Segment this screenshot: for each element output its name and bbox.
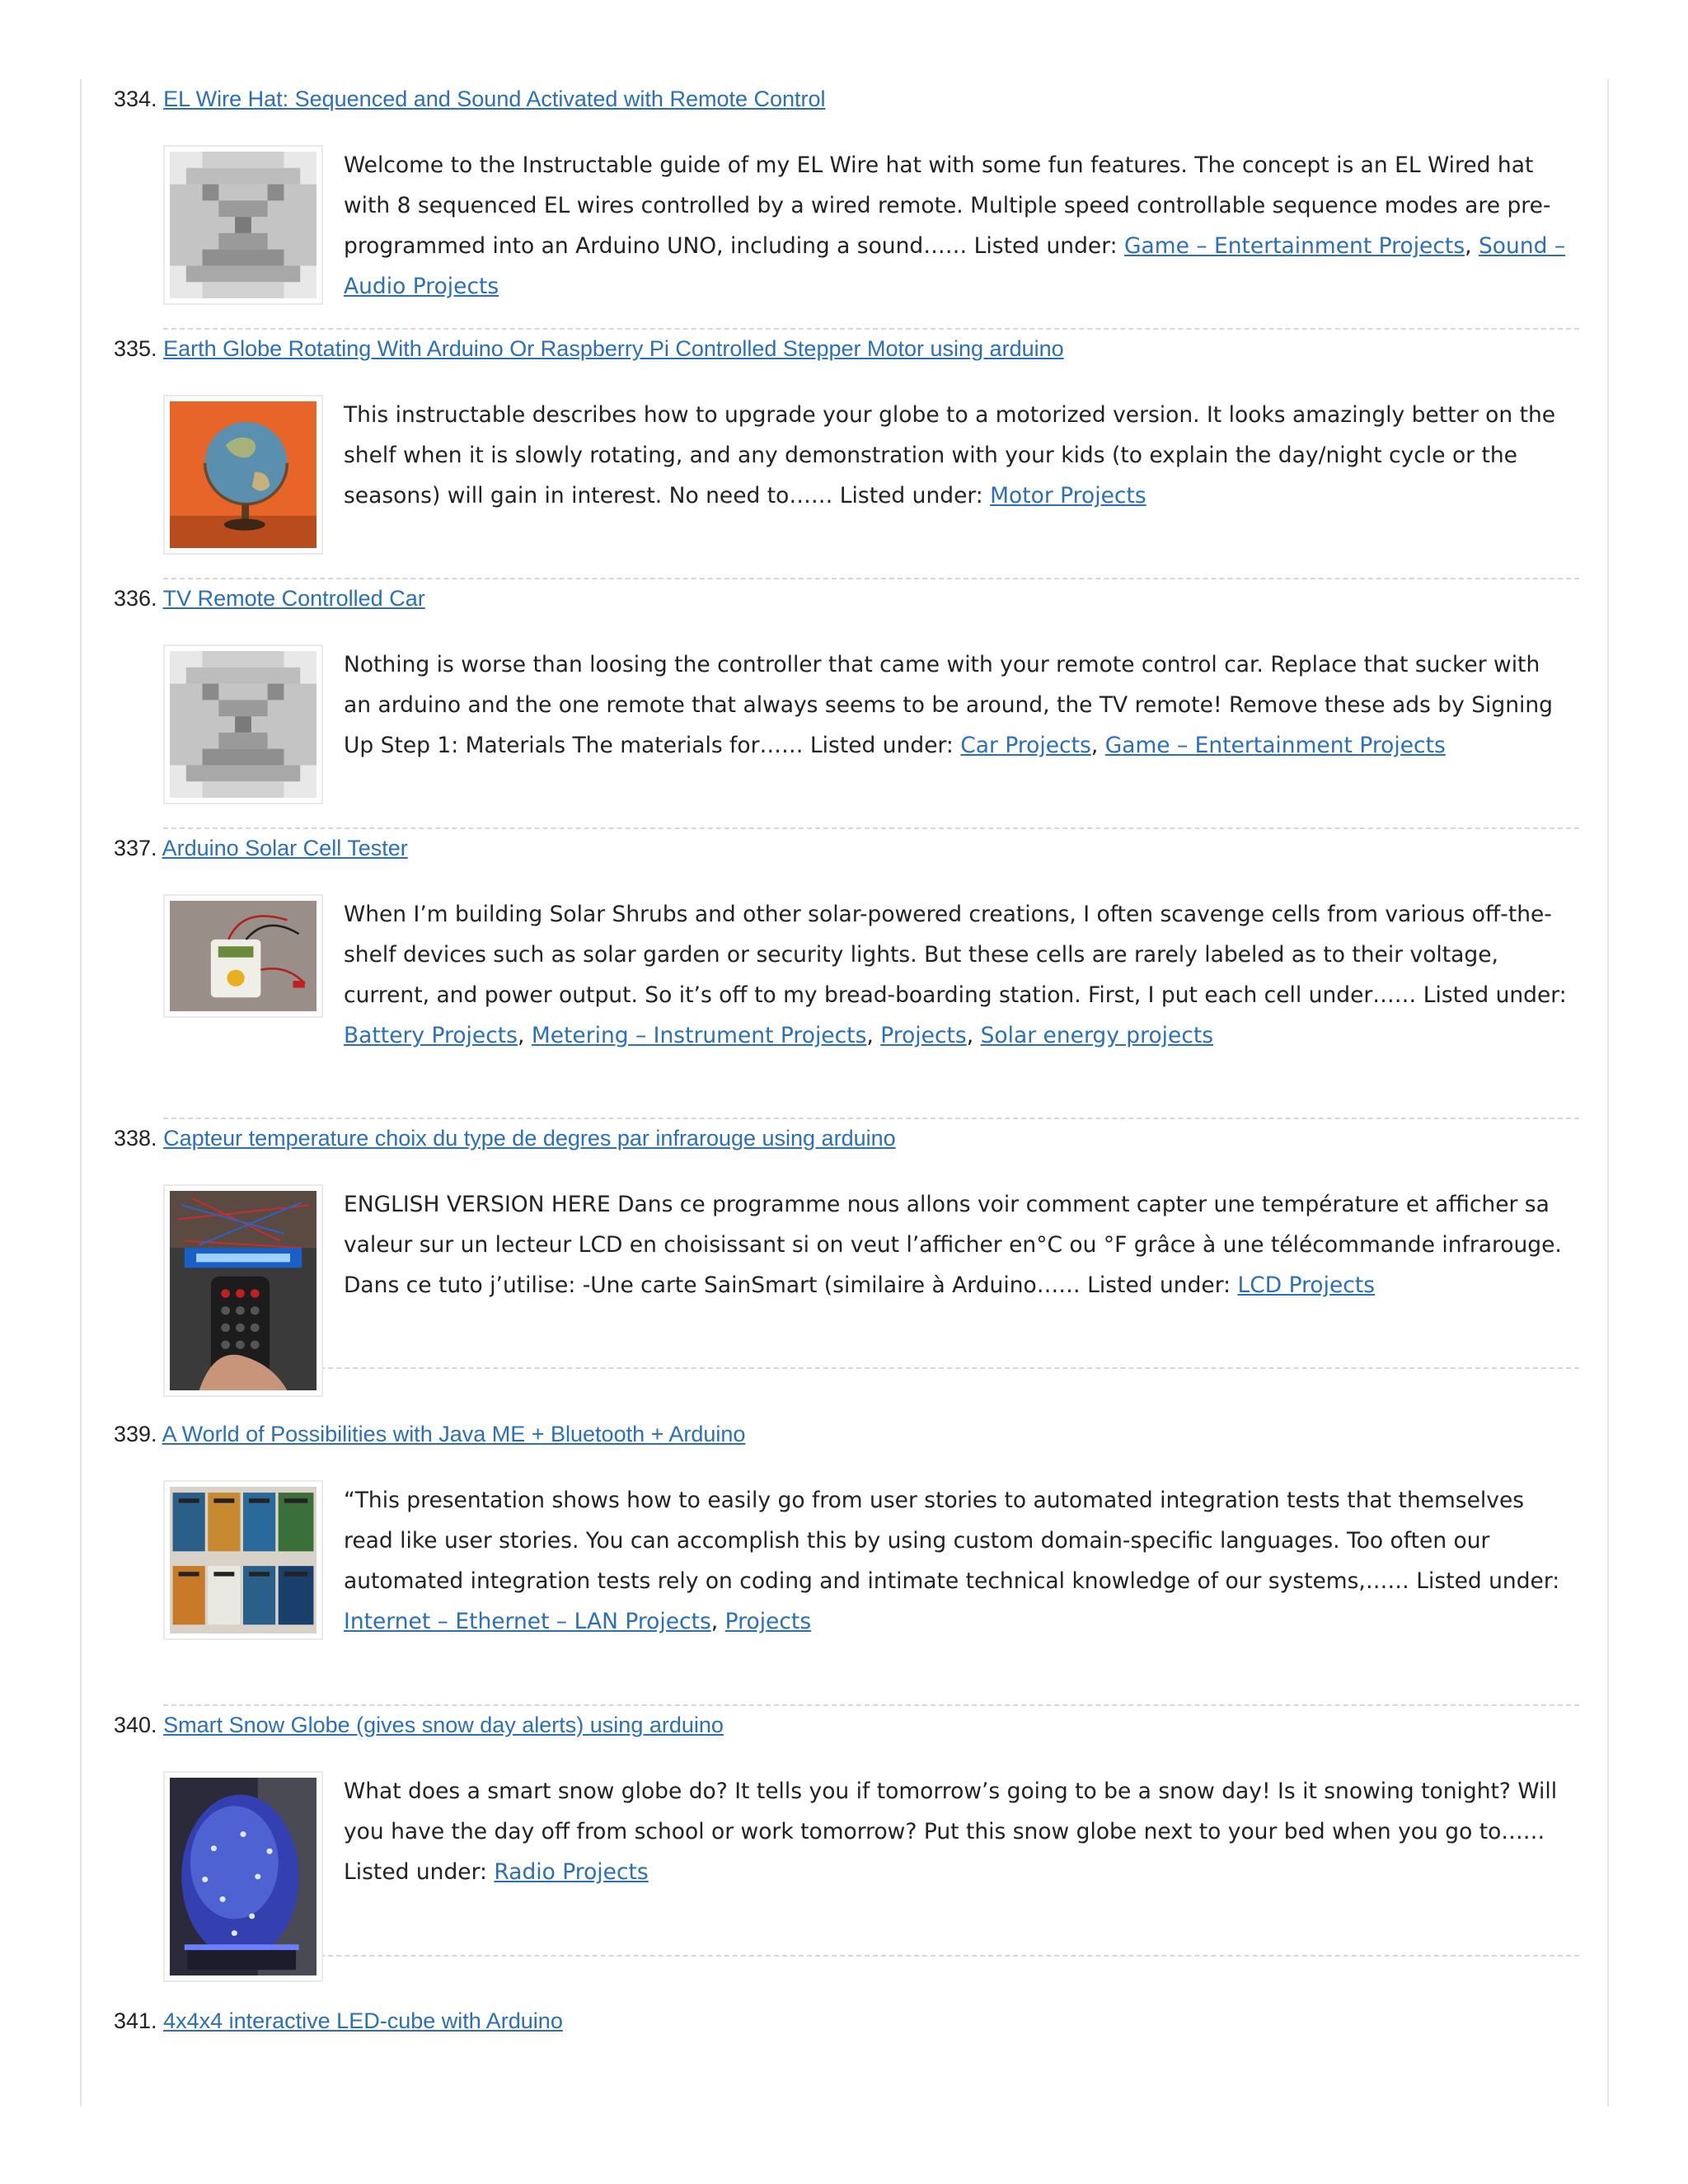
item-number: 335. [114,336,157,361]
item-number: 338. [114,1126,157,1151]
category-link[interactable]: Radio Projects [494,1859,649,1885]
category-link[interactable]: Sound – Audio Projects [344,233,1566,299]
item-title-link[interactable]: A World of Possibilities with Java ME + Bluetooth + Arduino [162,1422,746,1446]
item-thumbnail[interactable] [163,145,323,305]
item-heading [114,332,1064,365]
item-heading [114,582,425,615]
item-title-link[interactable]: TV Remote Controlled Car [162,586,425,611]
item-separator [163,1704,1579,1706]
item-description: This instructable describes how to upgrade your globe to a motorized version. It looks amazingly better on the shelf when it is slowly rotating, and any demonstration with your kids (to explain the day/night cycle or the seasons) will gain in interest. No need to…… Listed under: Motor Projects [344,402,1556,509]
category-link[interactable]: Solar energy projects [980,1023,1214,1048]
category-link[interactable]: Projects [880,1023,967,1048]
item-title-link[interactable]: 4x4x4 interactive LED-cube with Arduino [163,2008,563,2033]
item-number: 341. [114,2008,157,2033]
solar-tester-image [170,901,316,1011]
item-heading [114,1708,724,1741]
item-number: 336. [114,586,157,611]
item-number: 337. [114,836,157,860]
item-number: 334. [114,87,157,111]
item-thumbnail[interactable] [163,1480,323,1640]
item-separator [163,1367,1579,1369]
content-left-border [80,79,82,2107]
item-heading [114,2004,563,2037]
item-separator [163,578,1579,579]
item-thumbnail[interactable] [163,644,323,804]
item-description: When I’m building Solar Shrubs and other solar-powered creations, I often scavenge cells from various off-the-shelf devices such as solar garden or security lights. But these cells are rarely labeled as to their voltage, current, and power output. So it’s off to my bread-boarding station. First, I put each cell under…… Listed under: Battery Projects, Metering – Instrument Projects, Projects, Solar energy projects [344,902,1567,1048]
item-title-link[interactable]: Capteur temperature choix du type de degres par infrarouge using arduino [163,1126,896,1151]
item-heading [114,82,826,115]
item-description: Nothing is worse than loosing the controller that came with your remote control car. Replace that sucker with an arduino and the one remote that always seems to be around, the TV remote! Remove these ads by Signing Up Step 1: Materials The materials for…… Listed under: Car Projects, Game – Entertainment Projects [344,652,1553,758]
globe-image [170,401,316,548]
item-thumbnail[interactable] [163,395,323,555]
item-title-link[interactable]: Earth Globe Rotating With Arduino Or Raspberry Pi Controlled Stepper Motor using arduino [163,336,1064,361]
category-link[interactable]: Motor Projects [990,483,1146,509]
category-link[interactable]: Internet – Ethernet – LAN Projects [344,1609,711,1634]
item-title-link[interactable]: Smart Snow Globe (gives snow day alerts) using arduino [163,1713,724,1737]
item-thumbnail[interactable] [163,1771,323,1982]
category-link[interactable]: Battery Projects [344,1023,518,1048]
category-link[interactable]: Car Projects [960,733,1091,758]
item-heading [114,1122,896,1155]
item-description: What does a smart snow globe do? It tells you if tomorrow’s going to be a snow day! Is it snowing tonight? Will you have the day off from school or work tomorrow? Put this snow globe next to your bed when you go to…… Listed under: Radio Projects [344,1779,1558,1885]
content-right-border [1607,79,1609,2107]
item-description: ENGLISH VERSION HERE Dans ce programme nous allons voir comment capter une température et afficher sa valeur sur un lecteur LCD en choisissant si on veut l’afficher en°C ou °F grâce à une télécommande infrarouge. Dans ce tuto j’utilise: -Une carte SainSmart (similaire à Arduino…… Listed under: LCD Projects [344,1192,1562,1298]
item-separator [163,1955,1579,1957]
item-description: “This presentation shows how to easily go from user stories to automated integration tests that themselves read like user stories. You can accomplish this by using custom domain-specific languages. Too often our automated integration tests rely on coding and intimate technical knowledge of our systems,…… Listed under: Internet – Ethernet – LAN Projects, Projects [344,1488,1560,1634]
category-link[interactable]: LCD Projects [1237,1272,1376,1298]
category-link[interactable]: Projects [724,1609,812,1634]
item-title-link[interactable]: EL Wire Hat: Sequenced and Sound Activated with Remote Control [163,87,826,111]
arduino-boards-image [170,1487,316,1633]
item-heading [114,1418,745,1451]
item-separator [163,1118,1579,1119]
item-thumbnail[interactable] [163,1184,323,1397]
placeholder-image-icon [170,152,316,298]
snow-globe-image [170,1778,316,1975]
item-number: 339. [114,1422,157,1446]
category-link[interactable]: Game – Entertainment Projects [1104,733,1446,758]
item-thumbnail[interactable] [163,894,323,1018]
item-description: Welcome to the Instructable guide of my EL Wire hat with some fun features. The concept is an EL Wired hat with 8 sequenced EL wires controlled by a wired remote. Multiple speed controllable sequence modes are pre-programmed into an Arduino UNO, including a sound…… Listed under: Game – Entertainment Projects, Sound – Audio Projects [344,152,1566,299]
placeholder-image-icon [170,651,316,798]
item-separator [163,328,1579,330]
item-separator [163,827,1579,829]
category-link[interactable]: Metering – Instrument Projects [531,1023,867,1048]
lcd-remote-image [170,1191,316,1390]
item-number: 340. [114,1713,157,1737]
category-link[interactable]: Game – Entertainment Projects [1124,233,1465,259]
item-title-link[interactable]: Arduino Solar Cell Tester [162,836,408,860]
item-heading [114,832,408,865]
